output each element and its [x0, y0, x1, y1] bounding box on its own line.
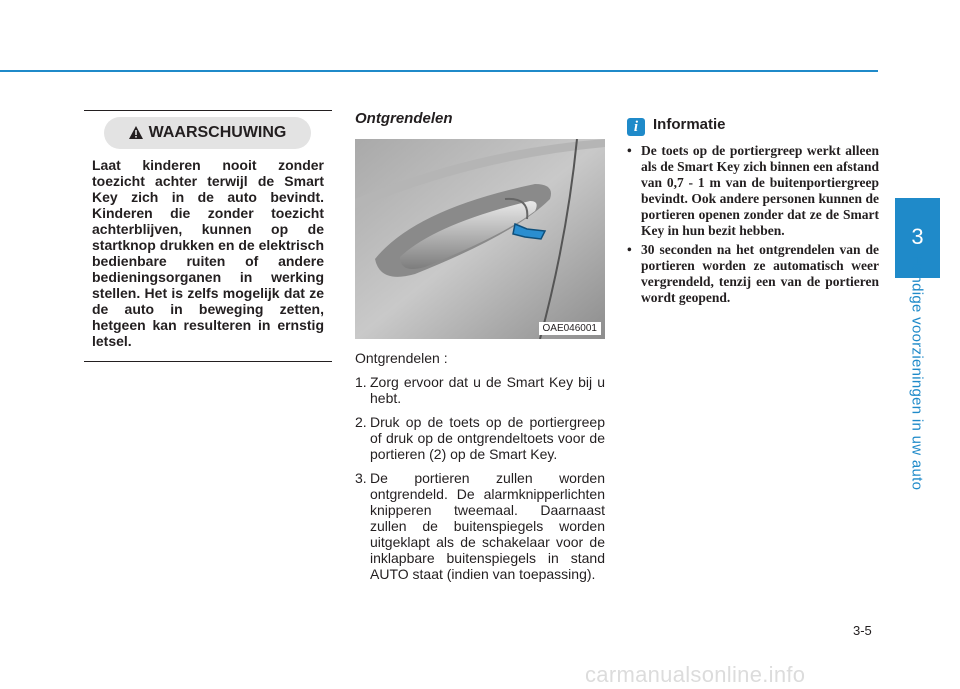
- watermark: carmanualsonline.info: [585, 662, 806, 687]
- info-icon: i: [627, 118, 645, 136]
- warning-box: [84, 110, 332, 362]
- warning-text: Laat kinderen nooit zonder toezicht achter terwijl de Smart Key zich in de auto bevindt. Kinderen die zonder toezicht achterblijven, kunnen op de startknop drukken en de elektrisch bedienbare ruiten of andere bedieningsorganen in werking stellen. Het is zelfs mogelijk dat ze de auto in beweging zetten, hetgeen kan resulteren in ernstig letsel.: [92, 157, 324, 349]
- image-code: OAE046001: [539, 322, 602, 335]
- info-bullet-text: 30 seconden na het ontgrendelen van de portieren worden ze automatisch weer vergrendeld, tenzij een van de portieren wordt geopend.: [641, 242, 879, 305]
- warning-triangle-icon: [129, 119, 143, 151]
- info-bullet: • 30 seconden na het ontgrendelen van de portieren worden ze automatisch weer vergrendeld, tenzij een van de portieren wordt geopend.: [627, 242, 879, 305]
- info-bullet: • De toets op de portiergreep werkt alleen als de Smart Key zich binnen een afstand van 0,7 - 1 m van de buitenportiergreep bevindt. Ook andere personen kunnen de portieren openen zonder dat ze de Smart Key in hun bezit hebben.: [627, 143, 879, 238]
- step-number: 1.: [355, 374, 367, 390]
- instruction-step: [355, 414, 605, 462]
- instructions-intro: Ontgrendelen :: [355, 350, 448, 366]
- info-bullet-text: De toets op de portiergreep werkt alleen als de Smart Key zich binnen een afstand van 0,7 - 1 m van de buitenportiergreep bevindt. Ook andere personen kunnen de portieren openen zonder dat ze de Smart Key in hun bezit hebben.: [641, 143, 879, 238]
- chapter-title: Handige voorzieningen in uw auto: [908, 254, 926, 491]
- instruction-step: [355, 374, 605, 406]
- info-list: [627, 143, 879, 309]
- step-text: Druk op de toets op de portiergreep of druk op de ontgrendeltoets voor de portieren (2) op de Smart Key.: [370, 414, 605, 462]
- page-number: 3-5: [853, 623, 872, 638]
- step-text: Zorg ervoor dat u de Smart Key bij u hebt.: [370, 374, 605, 406]
- header-rule: [0, 70, 878, 72]
- step-text: De portieren zullen worden ontgrendeld. De alarmknipperlichten knipperen tweemaal. Daarnaast zullen de buitenspiegels worden uitgeklapt als de schakelaar voor de inklapbare buitenspiegels in stand AUTO staat (indien van toepassing).: [370, 470, 605, 582]
- chapter-title-vertical: [897, 254, 937, 492]
- instructions: [355, 350, 605, 590]
- section-title: Ontgrendelen: [355, 110, 453, 127]
- step-number: 3.: [355, 470, 367, 486]
- warning-title: WAARSCHUWING: [148, 124, 287, 141]
- step-number: 2.: [355, 414, 367, 430]
- info-header: [627, 116, 726, 136]
- instruction-step: [355, 470, 605, 582]
- warning-header: [104, 117, 311, 149]
- door-handle-photo: [355, 139, 605, 339]
- info-title: Informatie: [653, 116, 726, 133]
- chapter-number: 3: [911, 224, 924, 249]
